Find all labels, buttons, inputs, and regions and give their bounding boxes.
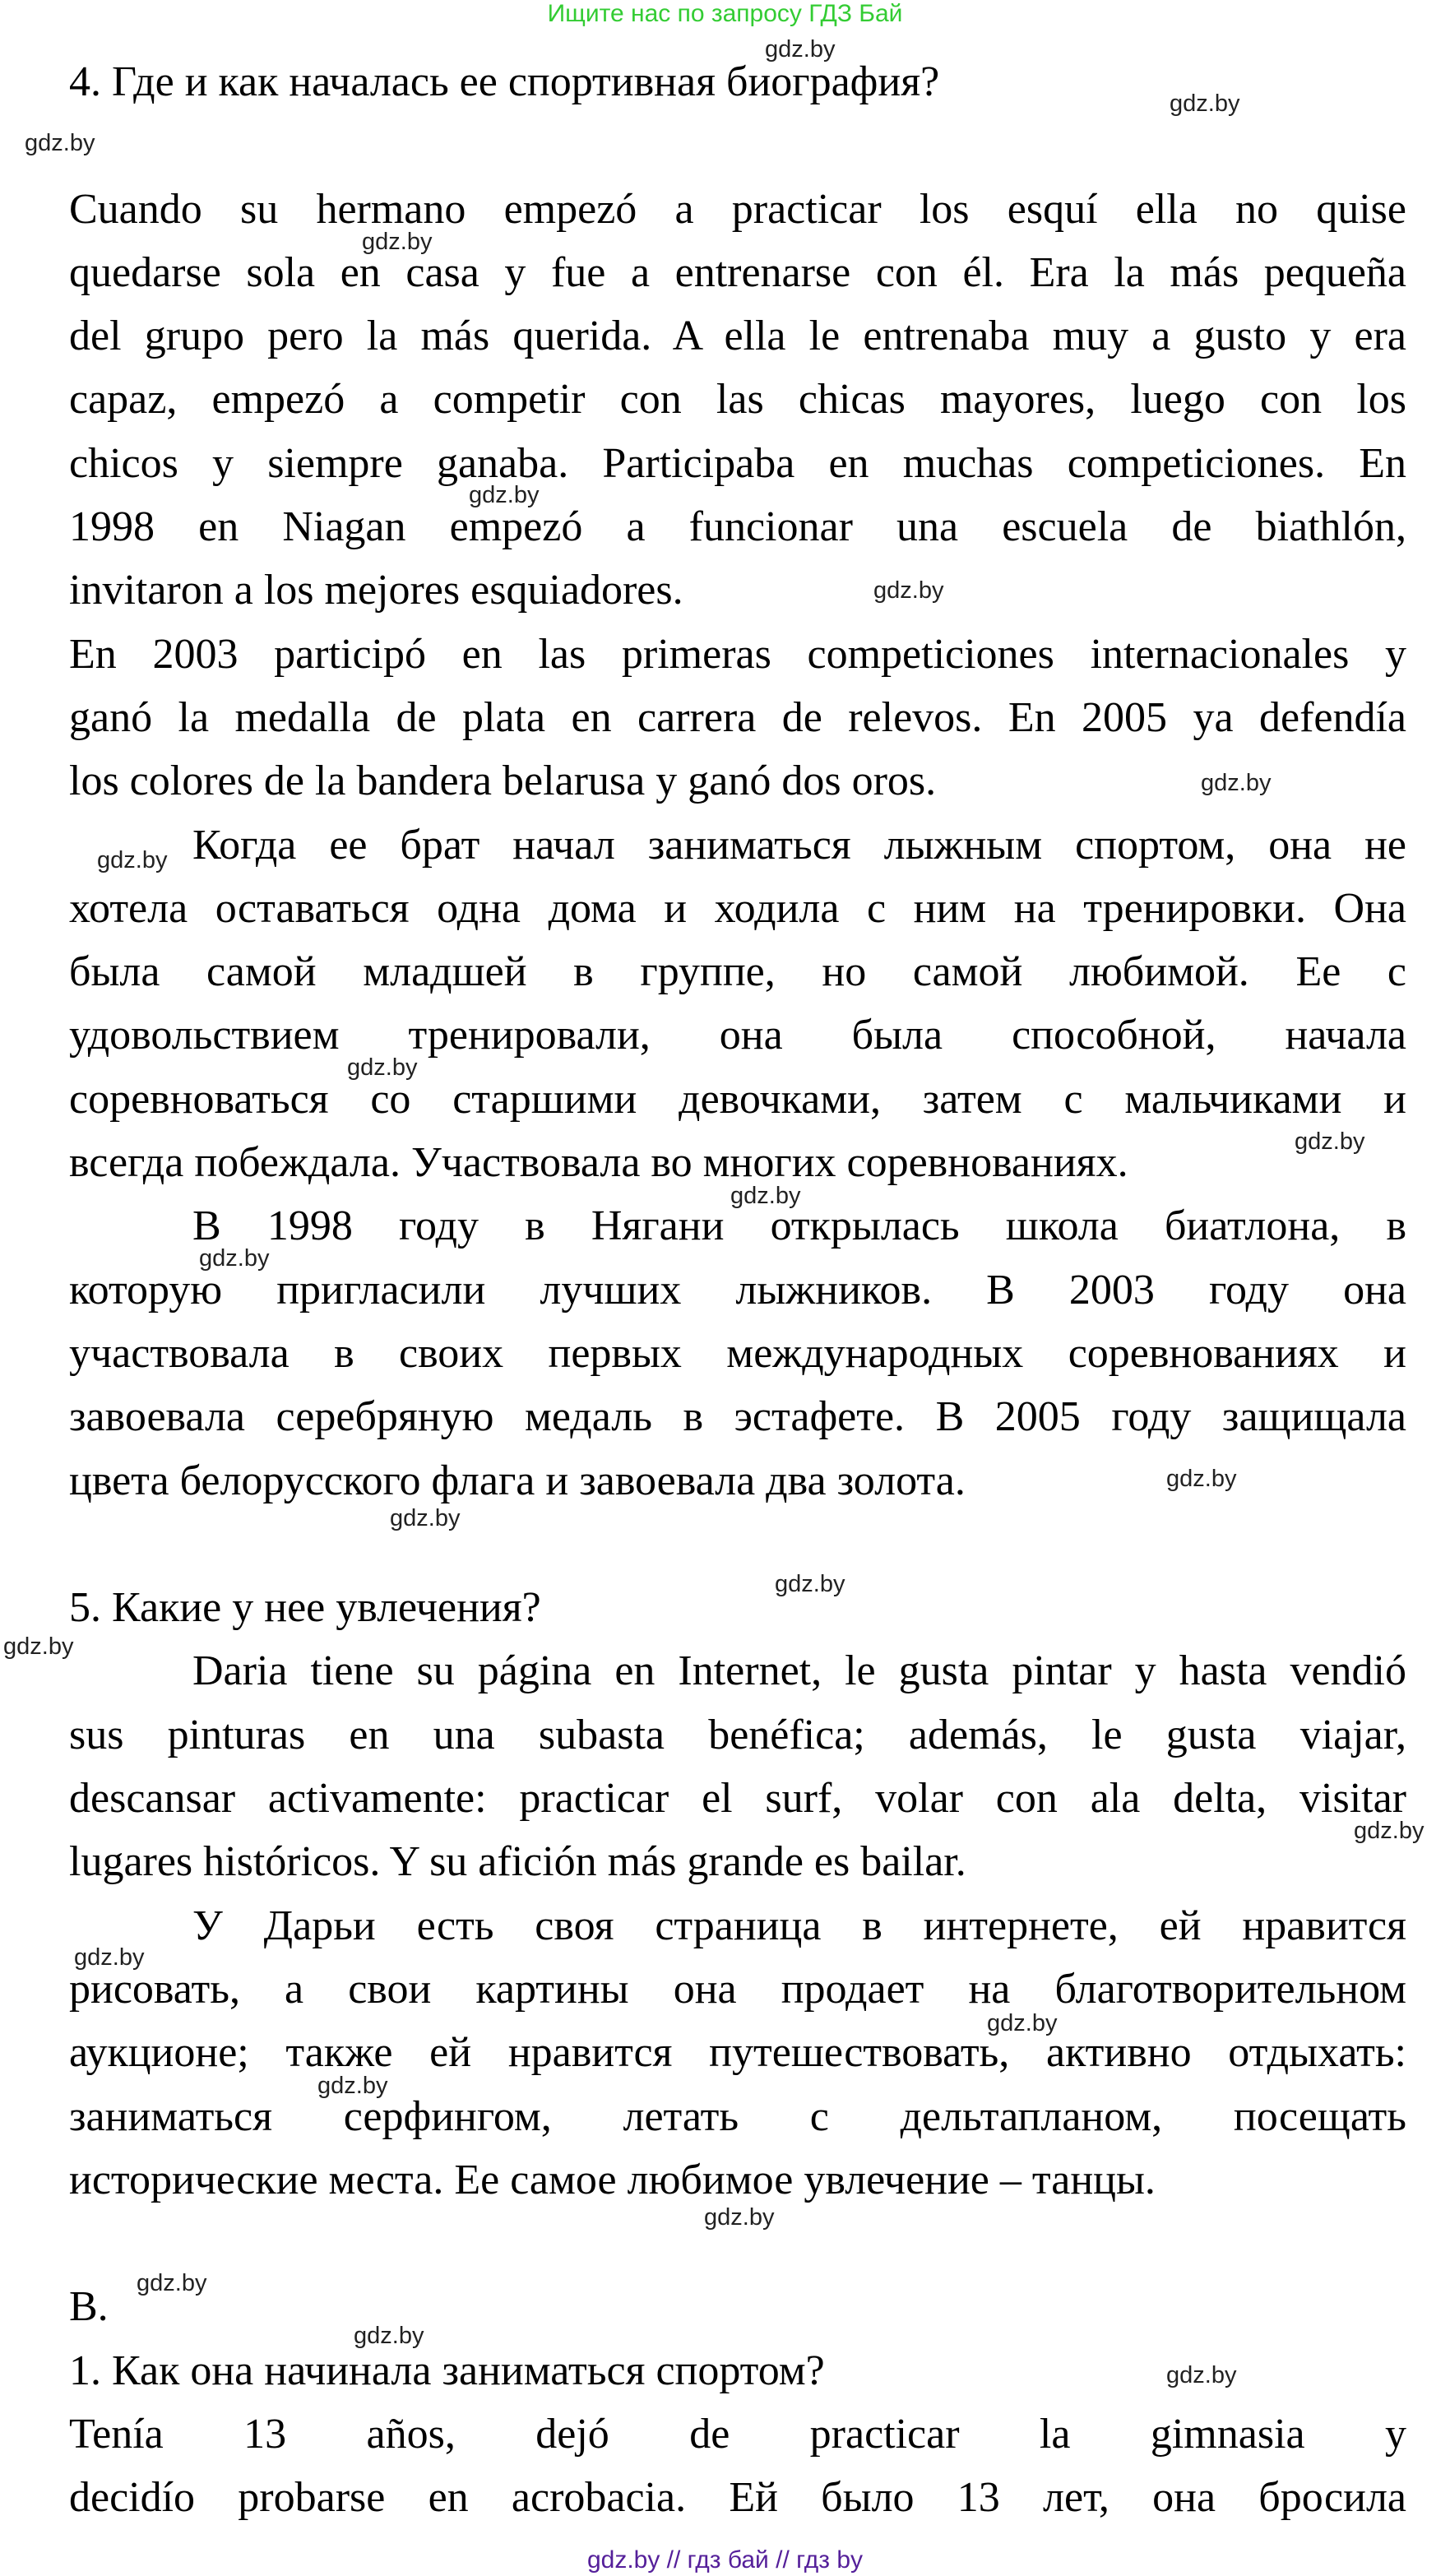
text-line: invitaron a los mejores esquiadores. bbox=[69, 567, 683, 614]
watermark: gdz.by bbox=[390, 1505, 461, 1531]
text-line: Когда ее брат начал заниматься лыжным спортом, она не bbox=[192, 821, 1406, 869]
text-line: 4. Где и как началась ее спортивная биография? bbox=[69, 58, 940, 105]
blank-line bbox=[69, 114, 1406, 177]
text-line: была самой младшей в группе, но самой любимой. Ее с bbox=[69, 948, 1406, 996]
text-line: ganó la medalla de plata en carrera de relevos. En 2005 ya defendía bbox=[69, 693, 1406, 741]
text-line: всегда побеждала. Участвовала во многих соревнованиях. bbox=[69, 1139, 1128, 1187]
watermark: gdz.by bbox=[199, 1245, 270, 1272]
document-body bbox=[69, 50, 1406, 2530]
watermark: gdz.by bbox=[317, 2073, 388, 2099]
text-line: decidío probarse en acrobacia. Ей было 13 лет, она бросила bbox=[69, 2474, 1406, 2522]
question-5 bbox=[69, 1576, 1406, 1639]
text-line: 1. Как она начинала заниматься спортом? bbox=[69, 2347, 825, 2394]
answer-4-es-1 bbox=[69, 178, 1406, 623]
watermark: gdz.by bbox=[775, 1571, 845, 1597]
blank-line bbox=[69, 1513, 1406, 1576]
search-banner: Ищите нас по запросу ГДЗ Бай bbox=[547, 0, 903, 27]
text-line: quedarse sola en casa y fue a entrenarse con él. Era la más pequeña bbox=[69, 248, 1406, 296]
text-line: capaz, empezó a competir con las chicas mayores, luego con los bbox=[69, 376, 1406, 424]
watermark: gdz.by bbox=[704, 2204, 775, 2231]
watermark: gdz.by bbox=[1201, 770, 1272, 796]
watermark: gdz.by bbox=[1354, 1818, 1425, 1844]
answer-4-ru-1 bbox=[69, 813, 1406, 1195]
footer-links: gdz.by // гдз бай // гдз by bbox=[586, 2546, 864, 2574]
text-line: заниматься серфингом, летать с дельтапланом, посещать bbox=[69, 2092, 1406, 2140]
answer-4-ru-2 bbox=[69, 1194, 1406, 1512]
text-line: завоевала серебряную медаль в эстафете. В 2005 году защищала bbox=[69, 1393, 1406, 1441]
watermark: gdz.by bbox=[1166, 2362, 1237, 2388]
text-line: В 1998 году в Нягани открылась школа биатлона, в bbox=[192, 1202, 1406, 1250]
section-b bbox=[69, 2275, 1406, 2338]
watermark: gdz.by bbox=[137, 2270, 207, 2296]
text-line: соревноваться со старшими девочками, затем с мальчиками и bbox=[69, 1075, 1406, 1123]
text-line: участвовала в своих первых международных соревнованиях и bbox=[69, 1329, 1406, 1377]
watermark: gdz.by bbox=[1170, 90, 1240, 117]
watermark: gdz.by bbox=[347, 1054, 418, 1081]
text-line: хотела оставаться одна дома и ходила с ним на тренировки. Она bbox=[69, 884, 1406, 932]
text-line: chicos y siempre ganaba. Participaba en muchas competiciones. En bbox=[69, 439, 1406, 487]
text-line: рисовать, а свои картины она продает на благотворительном bbox=[69, 1965, 1406, 2013]
watermark: gdz.by bbox=[1295, 1128, 1365, 1155]
text-line: аукционе; также ей нравится путешествовать, активно отдыхать: bbox=[69, 2029, 1406, 2077]
watermark: gdz.by bbox=[730, 1183, 801, 1209]
text-line: цвета белорусского флага и завоевала два золота. bbox=[69, 1457, 966, 1504]
watermark: gdz.by bbox=[873, 577, 944, 604]
text-line: del grupo pero la más querida. A ella le entrenaba muy a gusto y era bbox=[69, 313, 1406, 360]
text-line: Cuando su hermano empezó a practicar los esquí ella no quise bbox=[69, 185, 1406, 233]
text-line: 5. Какие у нее увлечения? bbox=[69, 1584, 541, 1632]
answer-5-es bbox=[69, 1639, 1406, 1893]
watermark: gdz.by bbox=[97, 847, 168, 873]
text-line: sus pinturas en una subasta benéfica; además, le gusta viajar, bbox=[69, 1711, 1406, 1758]
text-line: descansar activamente: practicar el surf, volar con ala delta, visitar bbox=[69, 1775, 1406, 1823]
watermark: gdz.by bbox=[987, 2010, 1058, 2036]
text-line: los colores de la bandera belarusa y ganó dos oros. bbox=[69, 758, 937, 805]
text-line: исторические места. Ее самое любимое увлечение – танцы. bbox=[69, 2156, 1156, 2203]
text-line: У Дарьи есть своя страница в интернете, ей нравится bbox=[192, 1902, 1406, 1949]
text-line: B. bbox=[69, 2283, 109, 2331]
watermark: gdz.by bbox=[469, 482, 540, 508]
watermark: gdz.by bbox=[765, 36, 836, 63]
answer-b-1 bbox=[69, 2402, 1406, 2530]
watermark: gdz.by bbox=[25, 130, 95, 156]
text-line: Daria tiene su página en Internet, le gusta pintar y hasta vendió bbox=[192, 1647, 1406, 1695]
text-line: En 2003 participó en las primeras competiciones internacionales y bbox=[69, 630, 1406, 678]
text-line: которую пригласили лучших лыжников. В 2003 году она bbox=[69, 1266, 1406, 1313]
text-line: 1998 en Niagan empezó a funcionar una escuela de biathlón, bbox=[69, 503, 1406, 551]
answer-5-ru bbox=[69, 1894, 1406, 2212]
watermark: gdz.by bbox=[74, 1944, 145, 1971]
text-line: удовольствием тренировали, она была способной, начала bbox=[69, 1012, 1406, 1059]
watermark: gdz.by bbox=[362, 229, 433, 255]
text-line: Tenía 13 años, dejó de practicar la gimnasia y bbox=[69, 2410, 1406, 2458]
text-line: lugares históricos. Y su afición más grande es bailar. bbox=[69, 1838, 966, 1886]
watermark: gdz.by bbox=[354, 2323, 424, 2349]
watermark: gdz.by bbox=[1166, 1466, 1237, 1492]
watermark: gdz.by bbox=[3, 1633, 74, 1660]
